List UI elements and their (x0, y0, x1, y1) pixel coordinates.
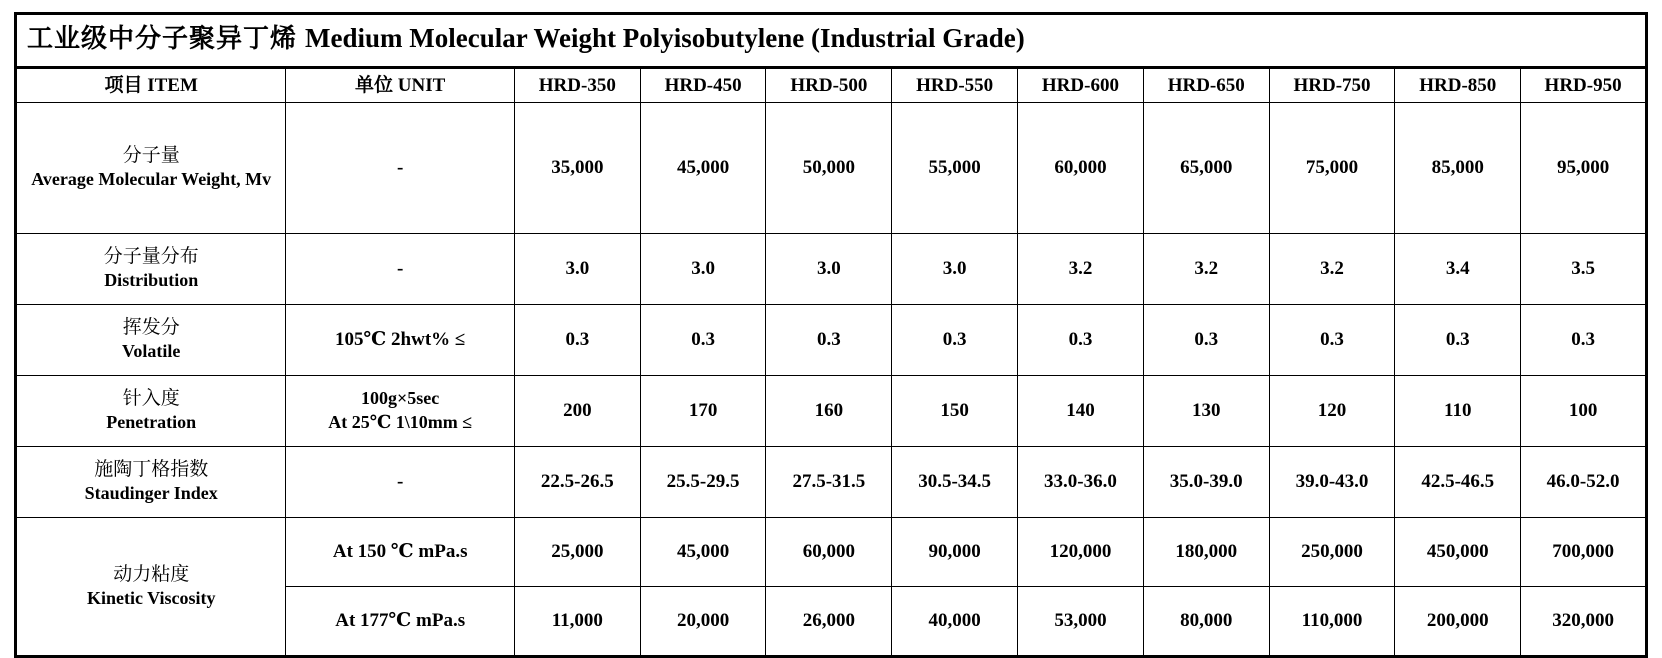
cell-value: 3.0 (514, 233, 640, 304)
cell-value: 25,000 (514, 517, 640, 586)
table-row (16, 233, 1647, 304)
cell-value: 42.5-46.5 (1395, 446, 1521, 517)
cell-value: 45,000 (640, 517, 766, 586)
cell-value: 55,000 (892, 102, 1018, 233)
row-unit (286, 375, 515, 446)
cell-value: 3.0 (640, 233, 766, 304)
cell-value: 35,000 (514, 102, 640, 233)
table-row (16, 517, 1647, 586)
cell-value: 110,000 (1269, 586, 1395, 656)
header-grade: HRD-600 (1018, 67, 1144, 102)
row-label-english: Staudinger Index (84, 483, 218, 504)
header-item: 项目 ITEM (16, 67, 286, 102)
row-unit: 105℃ 2hwt% ≤ (286, 304, 515, 375)
row-label-english: Volatile (122, 341, 181, 362)
row-label-english: Distribution (104, 270, 199, 291)
cell-value: 80,000 (1143, 586, 1269, 656)
table-header-row (16, 67, 1647, 102)
cell-value: 200 (514, 375, 640, 446)
cell-value: 250,000 (1269, 517, 1395, 586)
row-label-chinese: 挥发分 (122, 316, 180, 339)
table-row (16, 446, 1647, 517)
cell-value: 0.3 (1018, 304, 1144, 375)
cell-value: 160 (766, 375, 892, 446)
header-unit: 单位 UNIT (286, 67, 515, 102)
row-label (16, 233, 286, 304)
cell-value: 320,000 (1521, 586, 1647, 656)
row-label-chinese: 动力粘度 (113, 562, 190, 585)
cell-value: 22.5-26.5 (514, 446, 640, 517)
row-unit: - (286, 233, 515, 304)
cell-value: 60,000 (766, 517, 892, 586)
row-unit: At 177℃ mPa.s (286, 586, 515, 656)
row-label-english: Average Molecular Weight, Mv (31, 169, 272, 190)
row-label (16, 375, 286, 446)
row-label (16, 102, 286, 233)
cell-value: 50,000 (766, 102, 892, 233)
row-unit: At 150 ℃ mPa.s (286, 517, 515, 586)
header-grade: HRD-450 (640, 67, 766, 102)
cell-value: 25.5-29.5 (640, 446, 766, 517)
cell-value: 0.3 (640, 304, 766, 375)
cell-value: 450,000 (1395, 517, 1521, 586)
cell-value: 26,000 (766, 586, 892, 656)
row-label-english: Kinetic Viscosity (86, 587, 216, 608)
cell-value: 0.3 (514, 304, 640, 375)
row-label-chinese: 分子量分布 (103, 245, 199, 268)
cell-value: 75,000 (1269, 102, 1395, 233)
cell-value: 0.3 (1269, 304, 1395, 375)
cell-value: 45,000 (640, 102, 766, 233)
cell-value: 65,000 (1143, 102, 1269, 233)
cell-value: 0.3 (766, 304, 892, 375)
specification-table (14, 12, 1648, 658)
title-row (16, 14, 1647, 68)
cell-value: 33.0-36.0 (1018, 446, 1144, 517)
table-row (16, 102, 1647, 233)
cell-value: 3.0 (766, 233, 892, 304)
header-grade: HRD-950 (1521, 67, 1647, 102)
row-label-chinese: 分子量 (122, 144, 180, 167)
header-grade: HRD-550 (892, 67, 1018, 102)
cell-value: 120 (1269, 375, 1395, 446)
title-chinese: 工业级中分子聚异丁烯 (27, 24, 298, 54)
cell-value: 0.3 (1521, 304, 1647, 375)
cell-value: 150 (892, 375, 1018, 446)
header-grade: HRD-850 (1395, 67, 1521, 102)
cell-value: 39.0-43.0 (1269, 446, 1395, 517)
header-grade: HRD-750 (1269, 67, 1395, 102)
row-label (16, 517, 286, 656)
row-label (16, 446, 286, 517)
table-row (16, 375, 1647, 446)
cell-value: 11,000 (514, 586, 640, 656)
row-unit-line1: 100g×5sec (361, 387, 440, 408)
header-grade: HRD-500 (766, 67, 892, 102)
document-title (16, 14, 1647, 68)
cell-value: 35.0-39.0 (1143, 446, 1269, 517)
cell-value: 30.5-34.5 (892, 446, 1018, 517)
cell-value: 0.3 (1143, 304, 1269, 375)
cell-value: 90,000 (892, 517, 1018, 586)
cell-value: 700,000 (1521, 517, 1647, 586)
row-label (16, 304, 286, 375)
cell-value: 46.0-52.0 (1521, 446, 1647, 517)
cell-value: 200,000 (1395, 586, 1521, 656)
cell-value: 100 (1521, 375, 1647, 446)
cell-value: 95,000 (1521, 102, 1647, 233)
row-label-english: Penetration (106, 412, 197, 433)
cell-value: 110 (1395, 375, 1521, 446)
row-unit: - (286, 446, 515, 517)
cell-value: 0.3 (892, 304, 1018, 375)
cell-value: 3.2 (1143, 233, 1269, 304)
cell-value: 20,000 (640, 586, 766, 656)
cell-value: 0.3 (1395, 304, 1521, 375)
cell-value: 27.5-31.5 (766, 446, 892, 517)
cell-value: 120,000 (1018, 517, 1144, 586)
row-label-chinese: 施陶丁格指数 (94, 458, 209, 481)
cell-value: 85,000 (1395, 102, 1521, 233)
title-english: Medium Molecular Weight Polyisobutylene (Industrial Grade) (305, 23, 1025, 53)
cell-value: 140 (1018, 375, 1144, 446)
cell-value: 40,000 (892, 586, 1018, 656)
row-unit-line2: At 25℃ 1\10mm ≤ (328, 411, 473, 432)
cell-value: 3.4 (1395, 233, 1521, 304)
header-grade: HRD-650 (1143, 67, 1269, 102)
cell-value: 3.2 (1269, 233, 1395, 304)
row-label-chinese: 针入度 (122, 387, 180, 410)
cell-value: 170 (640, 375, 766, 446)
cell-value: 130 (1143, 375, 1269, 446)
cell-value: 3.2 (1018, 233, 1144, 304)
table-row (16, 304, 1647, 375)
cell-value: 60,000 (1018, 102, 1144, 233)
cell-value: 3.5 (1521, 233, 1647, 304)
row-unit: - (286, 102, 515, 233)
cell-value: 180,000 (1143, 517, 1269, 586)
header-grade: HRD-350 (514, 67, 640, 102)
cell-value: 3.0 (892, 233, 1018, 304)
cell-value: 53,000 (1018, 586, 1144, 656)
